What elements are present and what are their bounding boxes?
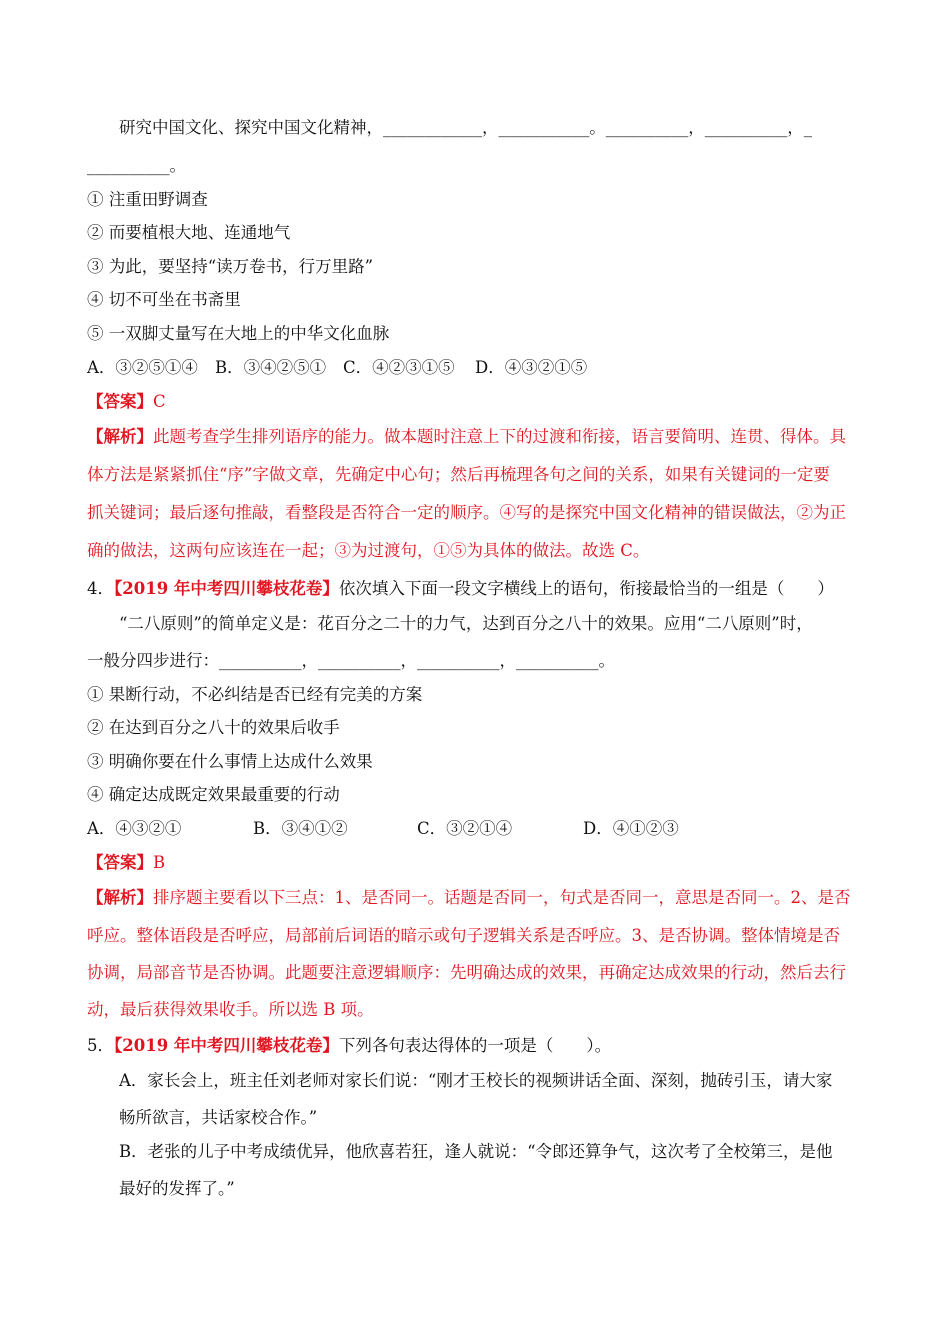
- q3-option-d: D．④③②①⑤: [475, 358, 588, 377]
- question-number: 5．: [87, 1036, 114, 1055]
- question-number: 4．: [87, 579, 114, 598]
- q4-options: [87, 817, 868, 841]
- q4-analysis-line4: 动，最后获得效果收手。所以选 B 项。: [87, 1000, 374, 1019]
- q3-item-4: ④ 切不可坐在书斋里: [87, 290, 241, 309]
- q3-options: [87, 356, 868, 380]
- q3-item-2: ② 而要植根大地、连通地气: [87, 223, 291, 242]
- q4-passage-line2: 一般分四步进行：__________，__________，__________，__________。: [87, 651, 615, 670]
- q4-analysis-line1: [87, 886, 868, 910]
- q4-analysis-line2: 呼应。整体语段是否呼应，局部前后词语的暗示或句子逻辑关系是否呼应。3、是否协调。整体情境是否: [87, 926, 840, 945]
- q4-option-a: A．④③②①: [87, 819, 182, 838]
- q4-option-b: B．③④①②: [253, 819, 348, 838]
- q3-analysis-line2: 体方法是紧紧抓住“序”字做文章，先确定中心句；然后再梳理各句之间的关系，如果有关键词的一定要: [87, 465, 830, 484]
- q4-option-d: D．④①②③: [583, 819, 679, 838]
- q3-item-3: ③ 为此，要坚持“读万卷书，行万里路”: [87, 257, 374, 276]
- q4-answer: [87, 851, 868, 875]
- analysis-text: 排序题主要看以下三点：1、是否同一。话题是否同一，句式是否同一，意思是否同一。2、是否: [153, 888, 851, 907]
- q3-option-a: A．③②⑤①④: [87, 358, 198, 377]
- answer-value: C: [153, 392, 166, 411]
- q4-item-3: ③ 明确你要在什么事情上达成什么效果: [87, 752, 373, 771]
- q5-option-a-line1: A．家长会上，班主任刘老师对家长们说：“刚才王校长的视频讲话全面、深刻，抛砖引玉，请大家: [119, 1071, 833, 1090]
- q3-analysis-line3: 抓关键词；最后逐句推敲，看整段是否符合一定的顺序。④写的是探究中国文化精神的错误做法，②为正: [87, 503, 846, 522]
- q5-stem: [87, 1034, 868, 1058]
- question-stem: 下列各句表达得体的一项是（ ）。: [338, 1036, 612, 1055]
- question-stem: 依次填入下面一段文字横线上的语句，衔接最恰当的一组是（ ）: [338, 579, 834, 598]
- q4-analysis-line3: 协调，局部音节是否协调。此题要注意逻辑顺序：先明确达成的效果，再确定达成效果的行动，然后去行: [87, 963, 846, 982]
- analysis-label: 【解析】: [87, 888, 153, 907]
- q3-passage-line2: __________。: [87, 156, 186, 175]
- question-source: 【2019 年中考四川攀枝花卷】: [114, 1036, 339, 1055]
- q5-option-b-line2: 最好的发挥了。”: [119, 1179, 235, 1198]
- question-source: 【2019 年中考四川攀枝花卷】: [114, 579, 339, 598]
- q4-item-1: ① 果断行动，不必纠结是否已经有完美的方案: [87, 685, 423, 704]
- q5-option-b-line1: B．老张的儿子中考成绩优异，他欣喜若狂，逢人就说：“令郎还算争气，这次考了全校第三，是他: [119, 1142, 833, 1161]
- analysis-text: 此题考查学生排列语序的能力。做本题时注意上下的过渡和衔接，语言要简明、连贯、得体。具: [153, 427, 846, 446]
- q3-passage-line1: 研究中国文化、探究中国文化精神，____________，___________。__________，__________，_: [119, 118, 812, 137]
- q3-item-5: ⑤ 一双脚丈量写在大地上的中华文化血脉: [87, 324, 390, 343]
- q4-passage-line1: “二八原则”的简单定义是：花百分之二十的力气，达到百分之八十的效果。应用“二八原则”时，: [119, 614, 813, 633]
- q4-stem: [87, 577, 868, 601]
- analysis-label: 【解析】: [87, 427, 153, 446]
- q3-item-1: ① 注重田野调查: [87, 190, 208, 209]
- answer-label: 【答案】: [87, 392, 153, 411]
- answer-label: 【答案】: [87, 853, 153, 872]
- q4-item-2: ② 在达到百分之八十的效果后收手: [87, 718, 340, 737]
- q3-option-b: B．③④②⑤①: [215, 358, 327, 377]
- q3-analysis-line4: 确的做法，这两句应该连在一起；③为过渡句，①⑤为具体的做法。故选 C。: [87, 541, 650, 560]
- q3-analysis-line1: [87, 425, 868, 449]
- q4-option-c: C．③②①④: [417, 819, 513, 838]
- q3-option-c: C．④②③①⑤: [343, 358, 455, 377]
- q4-item-4: ④ 确定达成既定效果最重要的行动: [87, 785, 340, 804]
- answer-value: B: [153, 853, 166, 872]
- q5-option-a-line2: 畅所欲言，共话家校合作。”: [119, 1108, 318, 1127]
- q3-answer: [87, 390, 868, 414]
